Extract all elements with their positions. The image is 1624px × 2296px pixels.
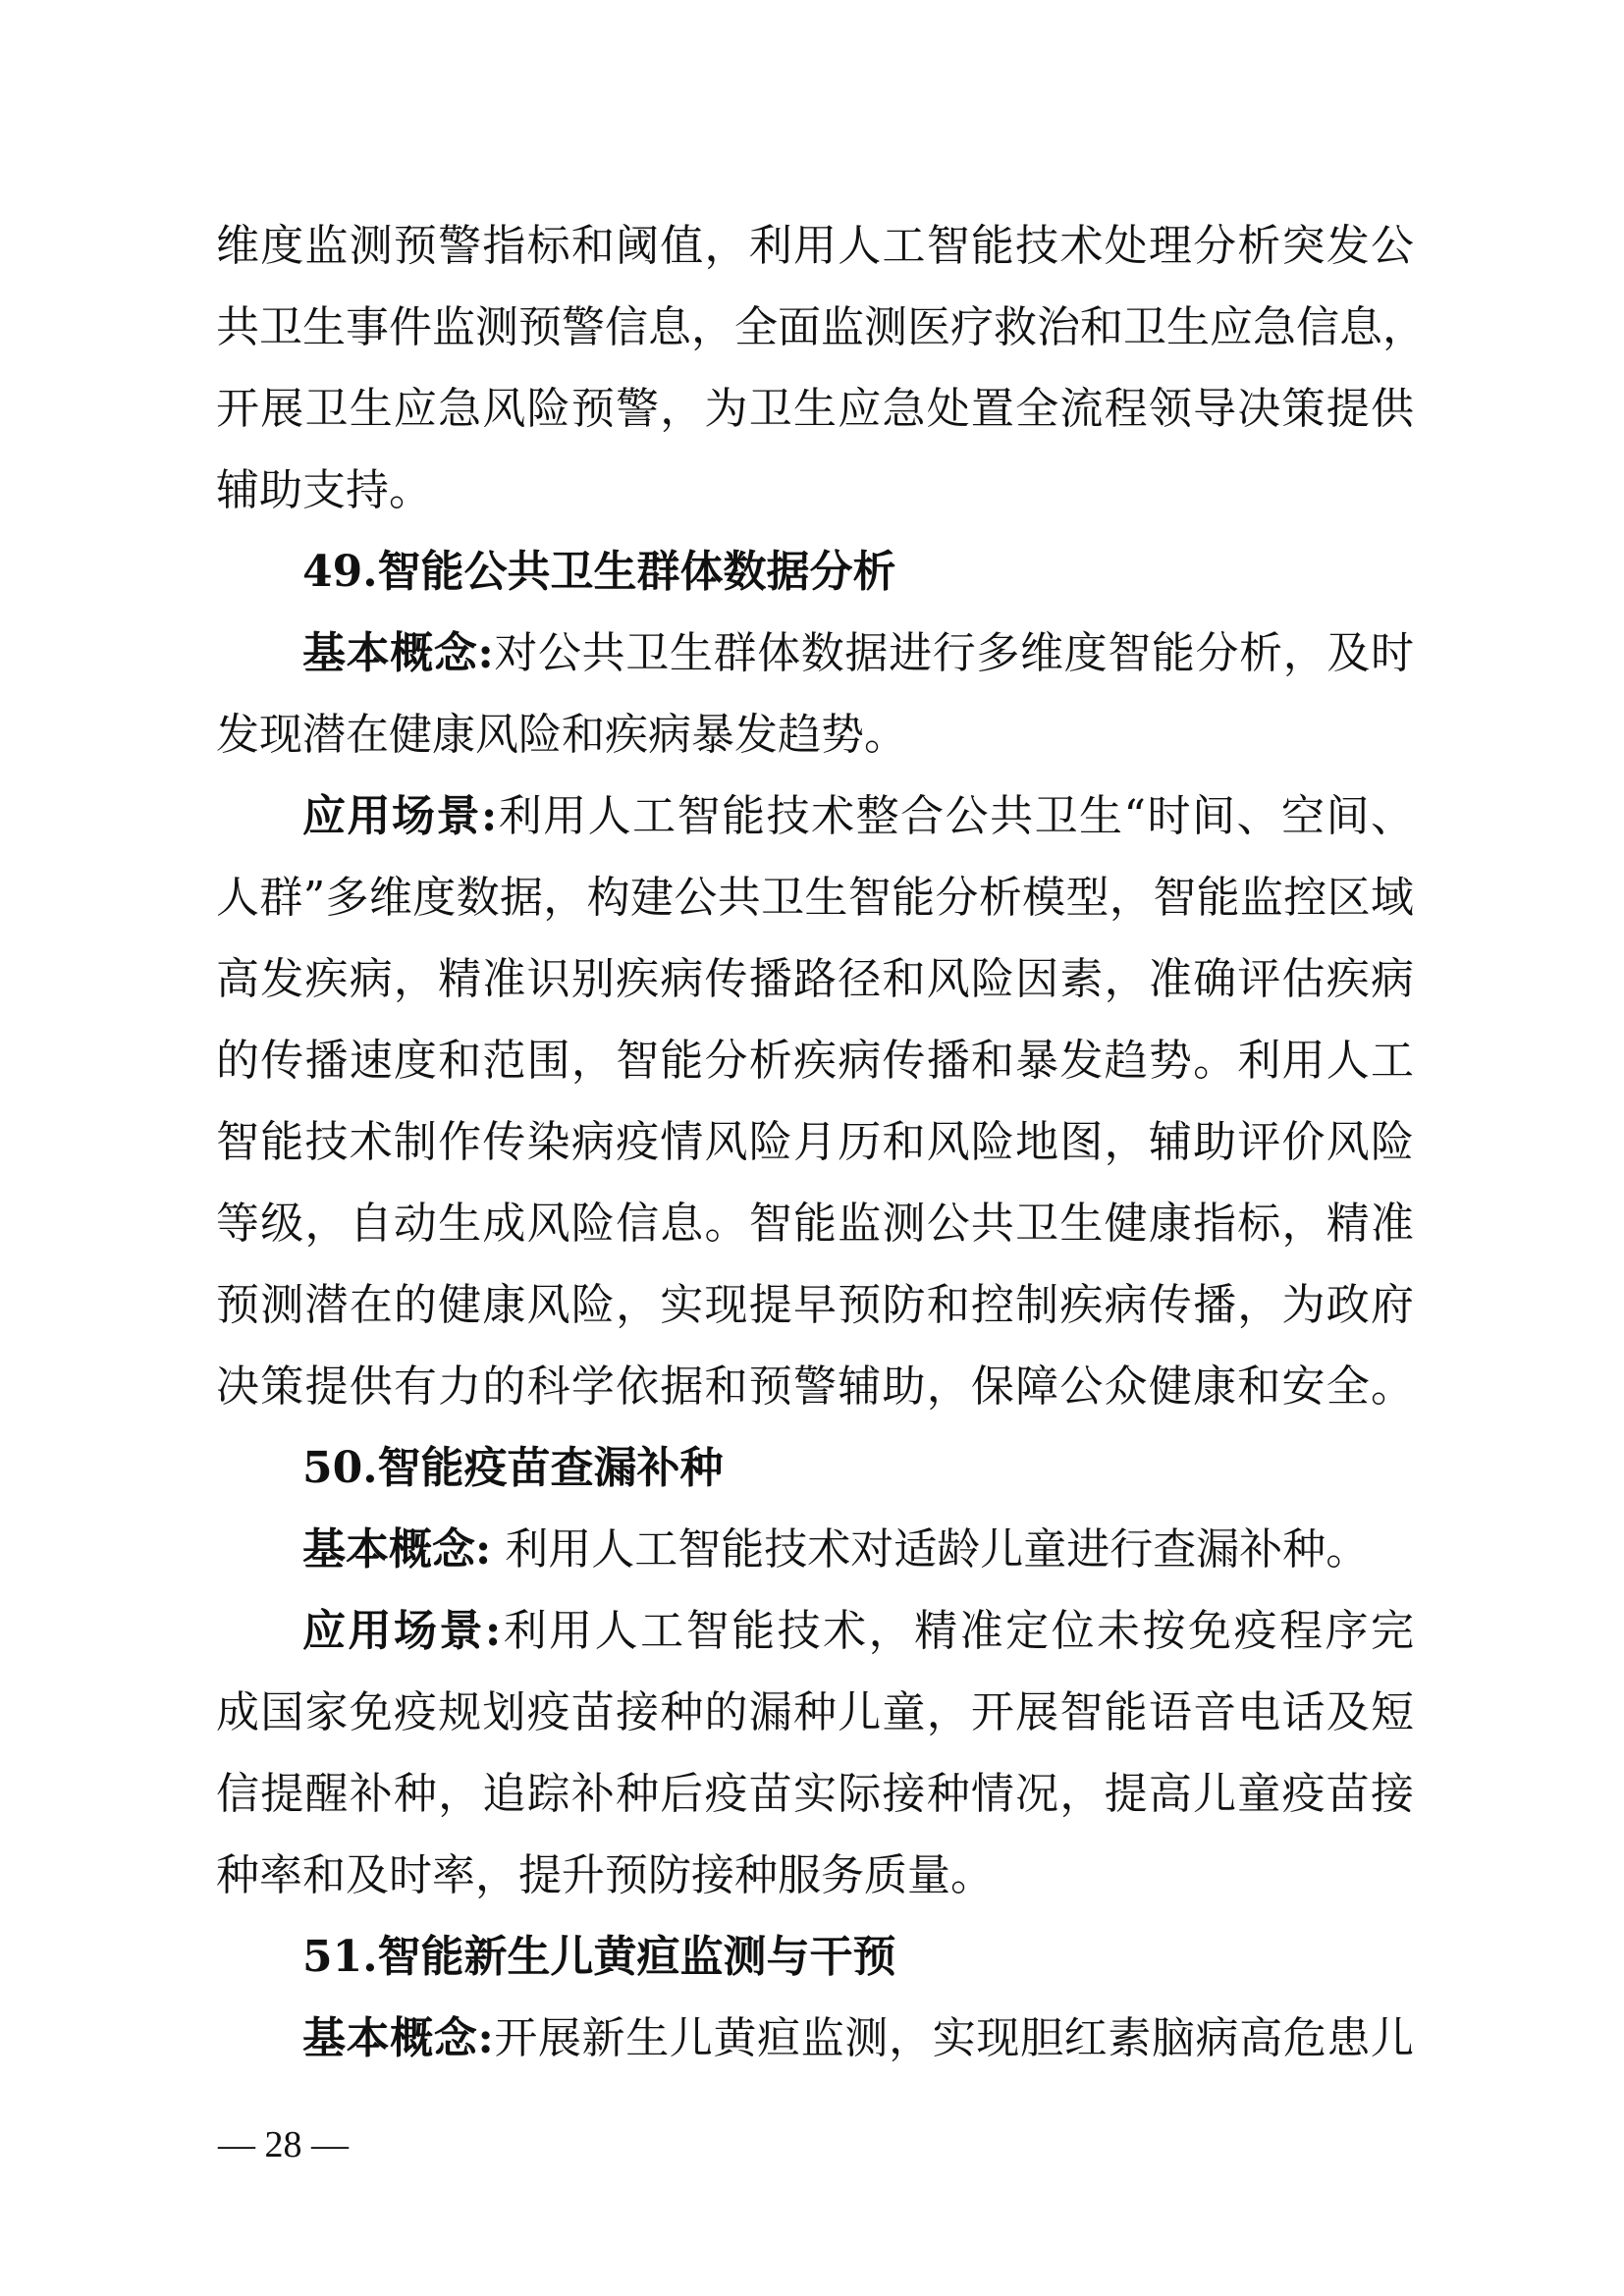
paragraph-line: 信提醒补种，追踪补种后疫苗实际接种情况，提高儿童疫苗接 xyxy=(216,1769,1414,1819)
paragraph-line: 等级，自动生成风险信息。智能监测公共卫生健康指标，精准 xyxy=(216,1199,1414,1249)
concept-label: 基本概念: xyxy=(302,1524,492,1575)
concept-label: 基本概念: xyxy=(302,2013,494,2063)
concept-line-50 xyxy=(302,1516,1414,1584)
scenario-label: 应用场景: xyxy=(302,791,498,841)
paragraph-line: 的传播速度和范围，智能分析疾病传播和暴发趋势。利用人工 xyxy=(216,1036,1414,1086)
page-number: — 28 — xyxy=(218,2124,349,2165)
scenario-text: 利用人工智能技术，精准定位未按免疫程序完 xyxy=(501,1606,1414,1656)
concept-text: 对公共卫生群体数据进行多维度智能分析，及时 xyxy=(493,628,1414,678)
section-heading-50: 50.智能疫苗查漏补种 xyxy=(302,1443,724,1493)
scenario-line-50 xyxy=(302,1597,1414,1666)
paragraph-line: 辅助支持。 xyxy=(216,465,432,515)
section-heading-51: 51.智能新生儿黄疸监测与干预 xyxy=(302,1932,896,1982)
concept-label: 基本概念: xyxy=(302,628,494,678)
paragraph-line: 高发疾病，精准识别疾病传播路径和风险因素，准确评估疾病 xyxy=(216,954,1414,1004)
paragraph-line: 共卫生事件监测预警信息，全面监测医疗救治和卫生应急信息， xyxy=(216,302,1426,352)
concept-text: 开展新生儿黄疸监测，实现胆红素脑病高危患儿 xyxy=(493,2013,1414,2063)
paragraph-line: 人群”多维度数据，构建公共卫生智能分析模型，智能监控区域 xyxy=(216,873,1414,923)
scenario-line-49 xyxy=(302,782,1414,851)
paragraph-line: 发现潜在健康风险和疾病暴发趋势。 xyxy=(216,710,907,760)
section-heading-49: 49.智能公共卫生群体数据分析 xyxy=(302,547,896,597)
paragraph-line: 成国家免疫规划疫苗接种的漏种儿童，开展智能语音电话及短 xyxy=(216,1687,1414,1737)
paragraph-line: 开展卫生应急风险预警，为卫生应急处置全流程领导决策提供 xyxy=(216,384,1414,434)
scenario-label: 应用场景: xyxy=(302,1606,502,1656)
concept-line-51 xyxy=(302,2004,1414,2073)
paragraph-line: 决策提供有力的科学依据和预警辅助，保障公众健康和安全。 xyxy=(216,1362,1414,1412)
paragraph-line: 维度监测预警指标和阈值，利用人工智能技术处理分析突发公 xyxy=(216,221,1414,271)
concept-text: 利用人工智能技术对适龄儿童进行查漏补种。 xyxy=(505,1524,1370,1575)
scenario-text: 利用人工智能技术整合公共卫生“时间、空间、 xyxy=(497,791,1414,841)
paragraph-line: 种率和及时率，提升预防接种服务质量。 xyxy=(216,1850,994,1900)
paragraph-line: 智能技术制作传染病疫情风险月历和风险地图，辅助评价风险 xyxy=(216,1117,1414,1167)
paragraph-line: 预测潜在的健康风险，实现提早预防和控制疾病传播，为政府 xyxy=(216,1280,1414,1330)
concept-line-49 xyxy=(302,619,1414,688)
